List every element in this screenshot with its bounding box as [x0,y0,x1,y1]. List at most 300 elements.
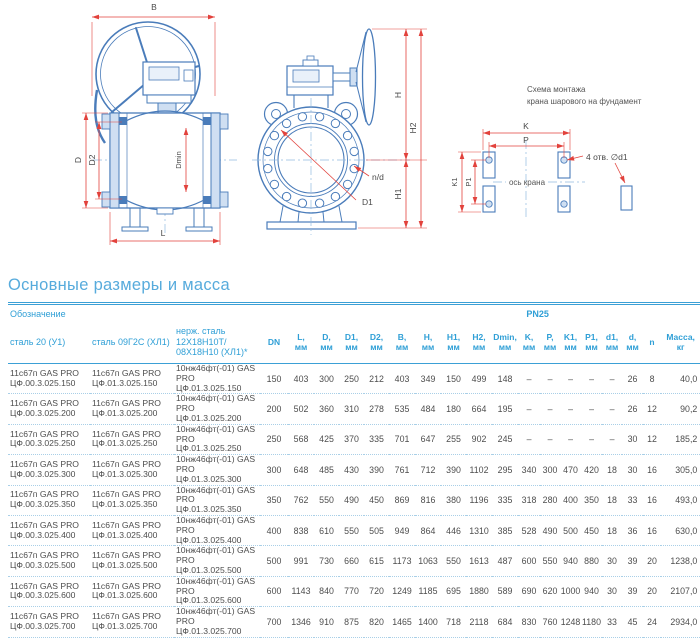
value-cell: 90,2 [661,394,700,424]
designation-line: ЦФ.01.3.025.600 [92,590,158,601]
value-cell: 1249 [389,576,415,606]
dimensions-table-wrap [8,302,700,638]
table-row [8,515,700,545]
value-cell: 26 [622,394,643,424]
value-cell: 24 [643,607,661,637]
column-label: D, [322,332,331,342]
value-cell: 318 [518,485,540,515]
bolt-hole [331,192,339,200]
bolt-hole [315,113,323,121]
column-header [602,321,622,364]
bolt-hole [331,119,339,127]
value-cell: 1173 [389,546,415,576]
value-cell: 991 [288,546,314,576]
value-cell: 300 [260,455,288,485]
designation-line: 11с67п GAS PRO [10,428,79,439]
column-header [314,321,339,364]
dim-label-nd: n/d [372,172,384,182]
column-header [518,321,540,364]
dim-label-d1: D1 [362,197,373,207]
steel-column-line: сталь 09Г2С (ХЛ1) [92,336,170,347]
designation-line: PRO ЦФ.01.3.025.200 [176,403,242,423]
designation-line: PRO ЦФ.01.3.025.400 [176,524,242,545]
value-cell: 864 [415,515,441,545]
column-unit: мм [472,342,486,352]
value-cell: – [540,424,560,454]
value-cell: 400 [260,515,288,545]
designation-line: 11с67п GAS PRO [92,367,161,378]
holes-callout: 4 отв. ∅d1 [586,152,628,162]
value-cell: 1063 [415,546,441,576]
column-unit: мм [395,342,409,352]
designation-line: ЦФ.01.3.025.500 [92,560,158,571]
value-cell: 838 [288,515,314,545]
value-cell: 1465 [389,607,415,637]
value-cell: 664 [466,394,492,424]
value-cell: 12 [643,394,661,424]
bolt-hole [350,147,358,155]
designation-line: PRO ЦФ.01.3.025.600 [176,585,242,606]
value-cell: 940 [560,546,581,576]
value-cell: 39 [622,546,643,576]
value-cell: 760 [540,607,560,637]
steel-column-line: 08Х18Н10 (ХЛ1)* [176,347,248,358]
designation-cell [174,364,260,394]
value-cell: 470 [560,455,581,485]
value-cell: 450 [364,485,389,515]
column-header [415,321,441,364]
value-cell: 2934,0 [661,607,700,637]
column-header [661,321,700,364]
column-unit: мм [447,342,460,352]
value-cell: 490 [339,485,364,515]
column-header [441,321,466,364]
dim-label-dmin: Dmin [174,151,183,169]
column-label: n [649,337,655,347]
bolt-hole [343,131,351,139]
value-cell: 390 [441,455,466,485]
value-cell: 1000 [560,576,581,606]
value-cell: 16 [643,485,661,515]
designation-line: ЦФ.00.3.025.700 [10,620,76,631]
designation-cell [90,424,174,454]
designation-line: PRO ЦФ.01.3.025.350 [176,494,242,515]
dimensions-table [8,302,700,638]
mounting-title-line1: Схема монтажа [527,85,586,94]
value-cell: 255 [441,424,466,454]
value-cell: – [518,364,540,394]
designation-line: 11с67п GAS PRO [10,611,79,622]
column-unit: мм [421,342,435,352]
designation-line: 11с67п GAS PRO [10,459,79,470]
value-cell: 425 [314,424,339,454]
value-cell: 30 [622,455,643,485]
value-cell: 20 [643,546,661,576]
value-cell: 1613 [466,546,492,576]
designation-line: 11с67п GAS PRO [10,489,79,500]
dim-label-h2: H2 [408,122,418,134]
designation-line: 11с67п GAS PRO [92,550,161,561]
value-cell: 212 [364,364,389,394]
dim-label-d: D [73,156,83,164]
value-cell: 370 [339,424,364,454]
column-unit: мм [345,342,358,352]
value-cell: 250 [260,424,288,454]
designation-line: 11с67п GAS PRO [92,489,161,500]
dim-label-h1: H1 [393,188,403,200]
value-cell: 8 [643,364,661,394]
value-cell: 280 [540,485,560,515]
value-cell: 30 [622,424,643,454]
designation-line: 11с67п GAS PRO [92,519,161,530]
value-cell: 630,0 [661,515,700,545]
value-cell: 349 [415,364,441,394]
value-cell: 902 [466,424,492,454]
value-cell: 36 [622,515,643,545]
designation-line: ЦФ.00.3.025.500 [10,560,76,571]
designation-cell [90,394,174,424]
column-label: B, [397,332,407,342]
valve-side-view [73,2,237,245]
value-cell: – [518,424,540,454]
value-cell: 770 [339,576,364,606]
column-unit: мм [626,342,639,352]
dim-label-k1: K1 [450,177,459,187]
column-header [466,321,492,364]
value-cell: 910 [314,607,339,637]
column-header [622,321,643,364]
header-row-designation [8,304,700,322]
value-cell: 485 [314,455,339,485]
value-cell: 2118 [466,607,492,637]
designation-line: 10нж46фт(-01) GAS [176,423,256,434]
value-cell: 18 [602,455,622,485]
table-body [8,364,700,638]
value-cell: 499 [466,364,492,394]
value-cell: 45 [622,607,643,637]
value-cell: 1185 [415,576,441,606]
value-cell: 380 [441,485,466,515]
designation-cell [174,485,260,515]
designation-line: 10нж46фт(-01) GAS [176,484,256,495]
value-cell: 820 [364,607,389,637]
table-row [8,455,700,485]
column-unit: мм [585,342,598,352]
value-cell: 1346 [288,607,314,637]
dim-label-p: P [523,135,529,145]
value-cell: 701 [389,424,415,454]
value-cell: 450 [581,515,602,545]
bolt-hole [350,164,358,172]
value-cell: 600 [518,546,540,576]
value-cell: – [540,394,560,424]
designation-line: PRO ЦФ.01.3.025.250 [176,433,242,454]
value-cell: – [518,394,540,424]
designation-cell [8,424,90,454]
value-cell: 550 [540,546,560,576]
value-cell: 875 [339,607,364,637]
column-label: d1, [605,332,619,342]
designation-line: 11с67п GAS PRO [10,550,79,561]
axis-label: ось крана [508,178,546,187]
value-cell: 1196 [466,485,492,515]
value-cell: 1143 [288,576,314,606]
value-cell: 360 [314,394,339,424]
value-cell: 500 [260,546,288,576]
designation-cell [90,546,174,576]
column-header [643,321,661,364]
value-cell: 500 [560,515,581,545]
value-cell: 1248 [560,607,581,637]
value-cell: 684 [492,607,518,637]
value-cell: 350 [260,485,288,515]
column-label: K1, [563,332,578,342]
value-cell: 305,0 [661,455,700,485]
pad-section-view [621,186,632,210]
table-row [8,546,700,576]
value-cell: 610 [314,515,339,545]
designation-cell [174,394,260,424]
dim-label-k: K [523,121,529,131]
designation-line: PRO ЦФ.01.3.025.700 [176,615,242,636]
value-cell: 195 [492,394,518,424]
value-cell: 30 [602,576,622,606]
value-cell: 403 [288,364,314,394]
value-cell: 568 [288,424,314,454]
column-unit: мм [370,342,383,352]
value-cell: 700 [260,607,288,637]
value-cell: 2107,0 [661,576,700,606]
bolt-hole [298,113,306,121]
designation-line: ЦФ.00.3.025.200 [10,408,76,419]
designation-line: 11с67п GAS PRO [92,398,161,409]
designation-cell [90,364,174,394]
dim-label-p1: P1 [464,177,473,187]
designation-line: ЦФ.01.3.025.150 [92,377,158,388]
steel-column-line: нерж. сталь [176,326,226,337]
value-cell: 550 [314,485,339,515]
value-cell: 430 [339,455,364,485]
value-cell: – [560,394,581,424]
value-cell: – [602,424,622,454]
value-cell: 660 [339,546,364,576]
value-cell: 340 [518,455,540,485]
value-cell: 830 [518,607,540,637]
designation-line: ЦФ.01.3.025.300 [92,468,158,479]
column-label: P, [546,332,554,342]
designation-line: ЦФ.01.3.025.350 [92,499,158,510]
column-label: L, [297,332,305,342]
designation-line: 11с67п GAS PRO [92,580,161,591]
designation-cell [8,607,90,637]
value-cell: 550 [339,515,364,545]
value-cell: 403 [389,364,415,394]
column-header [540,321,560,364]
value-cell: – [581,424,602,454]
value-cell: 695 [441,576,466,606]
value-cell: 185,2 [661,424,700,454]
value-cell: 26 [622,364,643,394]
steel-column-line: сталь 20 (У1) [10,336,66,347]
mounting-title-line2: крана шарового на фундамент [527,97,642,106]
dim-label-l: L [160,228,166,238]
column-unit: мм [522,342,536,352]
header-row-columns [8,321,700,364]
designation-line: 11с67п GAS PRO [92,428,161,439]
value-cell: 300 [540,455,560,485]
column-unit: мм [320,342,333,352]
value-cell: 550 [441,546,466,576]
value-cell: 278 [364,394,389,424]
designation-cell [174,515,260,545]
value-cell: 1180 [581,607,602,637]
value-cell: – [581,364,602,394]
value-cell: 335 [492,485,518,515]
value-cell: 620 [540,576,560,606]
column-label: D1, [344,332,359,342]
value-cell: 150 [260,364,288,394]
value-cell: 1880 [466,576,492,606]
designation-line: 10нж46фт(-01) GAS [176,454,256,465]
column-header [288,321,314,364]
designation-line: PRO ЦФ.01.3.025.500 [176,555,242,575]
designation-line: ЦФ.00.3.025.400 [10,529,76,540]
value-cell: 200 [260,394,288,424]
valve-front-view [252,29,427,235]
designation-cell [90,515,174,545]
bolt-hole [282,192,290,200]
table-row [8,394,700,424]
column-label: d, [628,332,637,342]
designation-cell [90,455,174,485]
value-cell: 730 [314,546,339,576]
value-cell: 18 [602,515,622,545]
designation-line: 11с67п GAS PRO [10,580,79,591]
value-cell: 487 [492,546,518,576]
column-unit: мм [498,342,512,352]
designation-cell [90,607,174,637]
steel-column-line: 12Х18Н10Т/ [176,336,227,347]
designation-line: ЦФ.00.3.025.250 [10,438,76,449]
value-cell: – [602,394,622,424]
table-row [8,424,700,454]
value-cell: 712 [415,455,441,485]
value-cell: 420 [581,455,602,485]
designation-line: ЦФ.01.3.025.400 [92,529,158,540]
value-cell: 385 [492,515,518,545]
column-label: H, [423,332,433,342]
bolt-hole [315,199,323,207]
column-header [339,321,364,364]
bolt-hole [264,147,272,155]
value-cell: 350 [581,485,602,515]
value-cell: 615 [364,546,389,576]
value-cell: 840 [314,576,339,606]
pn-header: PN25 [526,309,549,319]
value-cell: 18 [602,485,622,515]
value-cell: 400 [560,485,581,515]
value-cell: 1310 [466,515,492,545]
column-header [492,321,518,364]
dim-label-b: B [151,2,157,12]
value-cell: 648 [288,455,314,485]
value-cell: 150 [441,364,466,394]
designation-line: ЦФ.00.3.025.350 [10,499,76,510]
column-header [260,321,288,364]
designation-cell [174,607,260,637]
foundation-pad [483,186,495,212]
designation-cell [174,424,260,454]
value-cell: 720 [364,576,389,606]
bolt-hole [270,180,278,188]
designation-cell [8,485,90,515]
value-cell: 310 [339,394,364,424]
bolt-hole [343,180,351,188]
value-cell: – [540,364,560,394]
designation-cell [174,455,260,485]
designation-cell [8,576,90,606]
designation-line: 11с67п GAS PRO [10,398,79,409]
bolt-hole [298,199,306,207]
value-cell: 39 [622,576,643,606]
column-unit: мм [543,342,557,352]
bolt-hole [282,119,290,127]
steel-column-header [8,321,90,364]
designation-line: 10нж46фт(-01) GAS [176,514,256,525]
column-header [364,321,389,364]
value-cell: 33 [622,485,643,515]
designation-cell [90,485,174,515]
table-row [8,364,700,394]
value-cell: 20 [643,576,661,606]
value-cell: 600 [260,576,288,606]
column-header [581,321,602,364]
column-unit: мм [294,342,308,352]
value-cell: 1102 [466,455,492,485]
designation-cell [90,576,174,606]
section-title: Основные размеры и масса [8,276,230,294]
designation-cell [8,515,90,545]
designation-line: ЦФ.00.3.025.150 [10,377,76,388]
value-cell: 295 [492,455,518,485]
table-row [8,485,700,515]
value-cell: 528 [518,515,540,545]
designation-line: PRO ЦФ.01.3.025.300 [176,463,242,484]
steel-column-header [90,321,174,364]
value-cell: – [581,394,602,424]
value-cell: 718 [441,607,466,637]
value-cell: 490 [540,515,560,545]
column-label: Dmin, [493,332,517,342]
designation-header: Обозначение [10,309,66,319]
designation-line: ЦФ.01.3.025.250 [92,438,158,449]
designation-cell [8,364,90,394]
column-unit: мм [564,342,577,352]
value-cell: 589 [492,576,518,606]
value-cell: 880 [581,546,602,576]
designation-cell [8,455,90,485]
designation-line: 11с67п GAS PRO [10,367,79,378]
designation-cell [174,576,260,606]
value-cell: 245 [492,424,518,454]
designation-line: ЦФ.01.3.025.700 [92,620,158,631]
value-cell: 16 [643,515,661,545]
designation-line: ЦФ.01.3.025.200 [92,408,158,419]
designation-cell [8,546,90,576]
column-header [389,321,415,364]
column-label: P1, [585,332,598,342]
designation-line: PRO ЦФ.01.3.025.150 [176,372,242,393]
